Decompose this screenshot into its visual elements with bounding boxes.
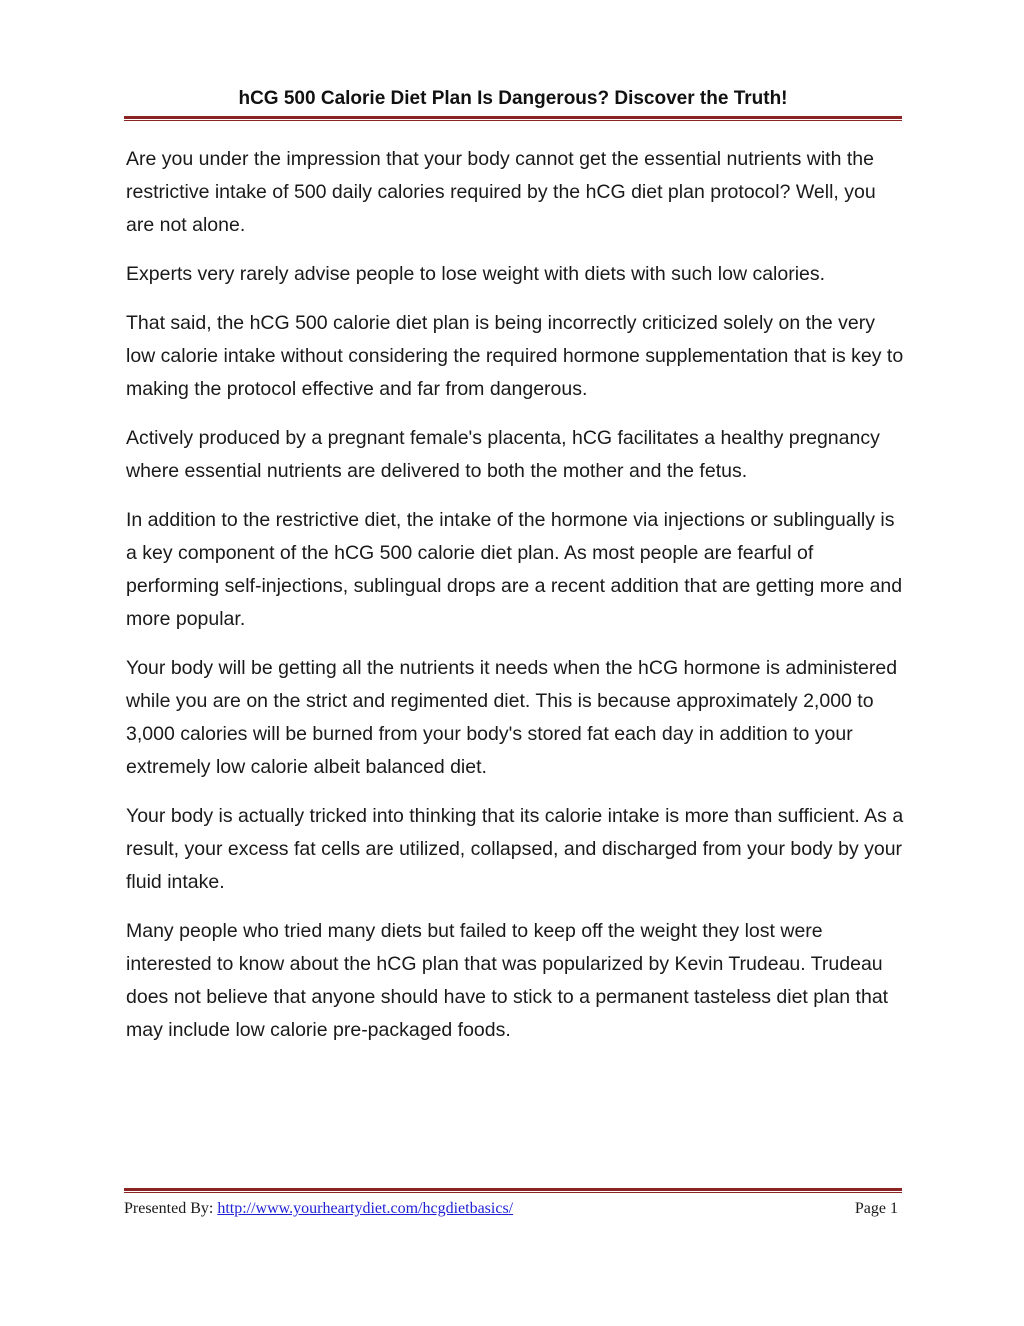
paragraph: In addition to the restrictive diet, the intake of the hormone via injections or sublingually is a key component of the hCG 500 calorie diet plan. As most people are fearful of performing self-injections, sublingual drops are a recent addition that are getting more and more popular.	[126, 509, 903, 630]
article-body	[126, 143, 904, 1063]
paragraph: Many people who tried many diets but failed to keep off the weight they lost were interested to know about the hCG plan that was popularized by Kevin Trudeau. Trudeau does not believe that anyone should have to stick to a permanent tasteless diet plan that may include low calorie pre-packaged foods.	[126, 920, 889, 1041]
footer-divider	[124, 1188, 902, 1193]
paragraph: That said, the hCG 500 calorie diet plan is being incorrectly criticized solely on the very low calorie intake without considering the required hormone supplementation that is key to making the protocol effective and far from dangerous.	[126, 312, 904, 400]
page-number: Page 1	[854, 1200, 898, 1217]
paragraph: Your body will be getting all the nutrients it needs when the hCG hormone is administered while you are on the strict and regimented diet. This is because approximately 2,000 to 3,000 calories will be burned from your body's stored fat each day in addition to your extremely low calorie albeit balanced diet.	[126, 657, 898, 778]
paragraph: Your body is actually tricked into thinking that its calorie intake is more than sufficient. As a result, your excess fat cells are utilized, collapsed, and discharged from your body by your fluid intake.	[126, 805, 904, 893]
page-footer	[124, 1198, 902, 1220]
paragraph: Are you under the impression that your body cannot get the essential nutrients with the restrictive intake of 500 daily calories required by the hCG diet plan protocol? Well, you are not alone.	[126, 148, 876, 236]
header-divider	[124, 116, 902, 121]
paragraph: Experts very rarely advise people to lose weight with diets with such low calories.	[126, 263, 826, 285]
paragraph: Actively produced by a pregnant female's placenta, hCG facilitates a healthy pregnancy where essential nutrients are delivered to both the mother and the fetus.	[126, 427, 880, 482]
footer-link[interactable]: http://www.yourheartydiet.com/hcgdietbasics/	[217, 1200, 514, 1217]
page-title: hCG 500 Calorie Diet Plan Is Dangerous? Discover the Truth!	[238, 88, 788, 109]
presented-by-label: Presented By:	[124, 1200, 218, 1217]
